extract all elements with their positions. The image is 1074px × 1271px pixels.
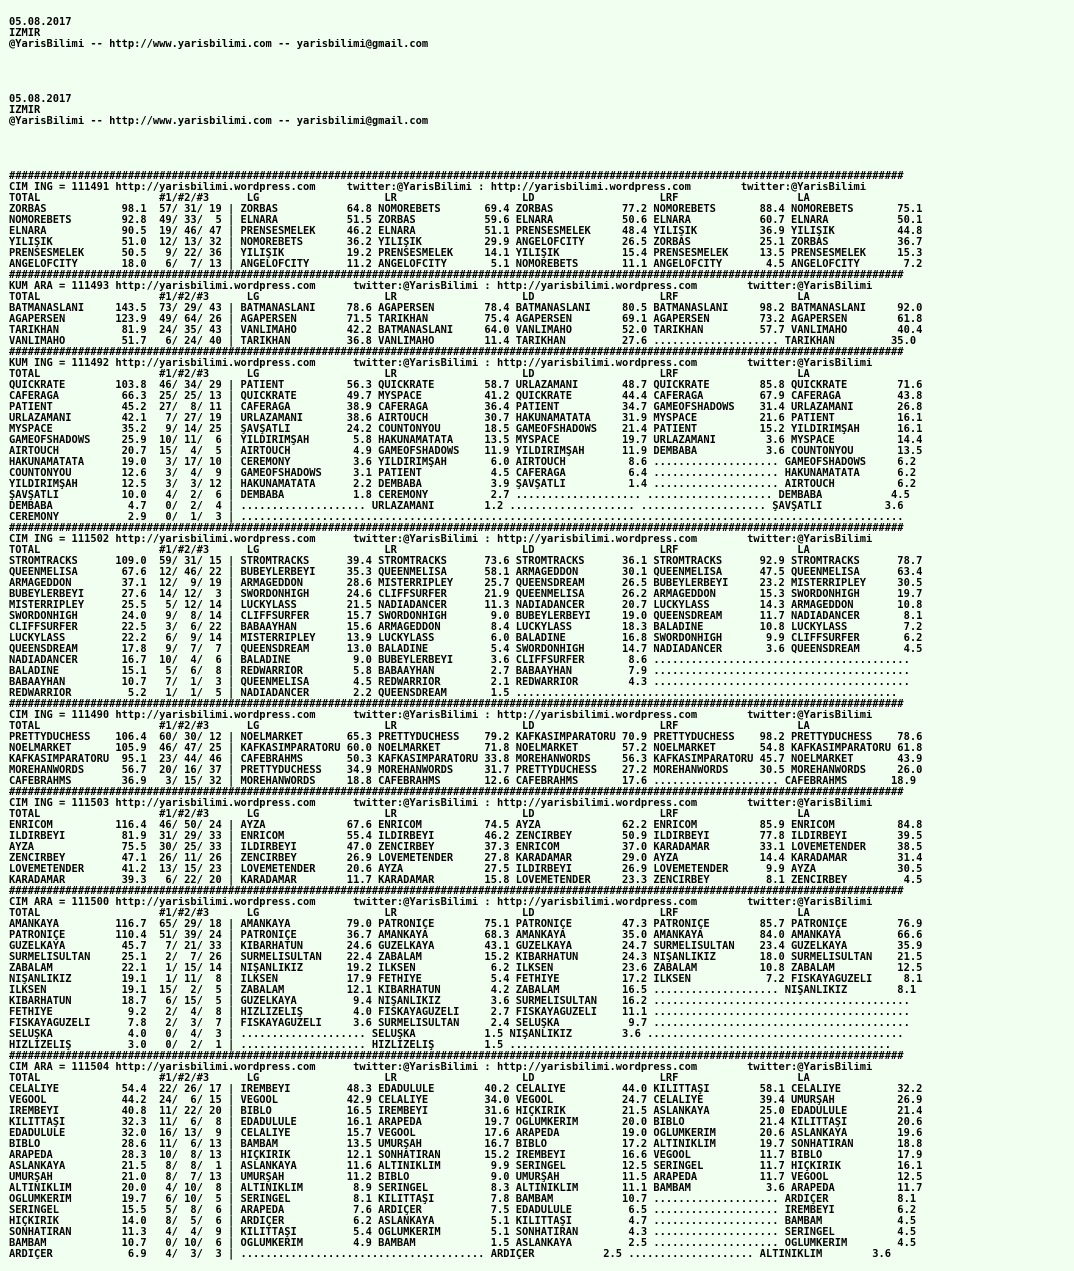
race-row: AGAPERSEN 123.9 49/ 64/ 26 | AGAPERSEN 71.5 TARIKHAN 75.4 AGAPERSEN 69.1 AGAPERSEN 73.2 AGAPERSEN 61.8 — [9, 314, 923, 325]
race-row: GÜZELKAYA 45.7 7/ 21/ 33 | KİBARHATUN 24.6 GÜZELKAYA 43.1 GÜZELKAYA 24.7 SÜRMELİSULTAN 23.4 GÜZELKAYA 35.9 — [9, 941, 923, 952]
race-row: NOMOREBETS 92.8 49/ 33/ 5 | ELNARA 51.5 ZORBAS 59.6 ELNARA 50.6 ELNARA 60.7 ELNARA 50.1 — [9, 215, 923, 226]
race-column-header: TOTAL #1/#2/#3 LG LR LD LRF LA — [9, 809, 810, 820]
race-row: HAKUNAMATATA 19.0 3/ 17/ 10 | CEREMONY 3.6 YILDIRIMŞAH 6.0 AIRTOUCH 8.6 .................... GAMEOFSHADOWS 6.2 — [9, 457, 917, 468]
race-row: CLIFFSURFER 22.5 3/ 6/ 22 | BABAAYHAN 15.6 ARMAGEDDON 8.4 LUCKYLASS 18.3 BALADINE 10.8 LUCKYLASS 7.2 — [9, 622, 923, 633]
race-row: PRETTYDUCHESS 106.4 60/ 30/ 12 | NOELMARKET 65.3 PRETTYDUCHESS 79.2 KAFKASİMPARATORU 70.9 PRETTYDUCHESS 98.2 PRETTYDUCHESS 78.6 — [9, 732, 923, 743]
race-row: ARAPEDA 28.3 10/ 8/ 13 | HIÇKIRIK 12.1 SONHATIRAN 15.2 İREMBEYİ 16.6 VEGOOL 11.7 BİBLO 17.9 — [9, 1150, 923, 1161]
report-city: IZMIR — [9, 105, 41, 116]
race-row: SÜRMELİSULTAN 25.1 2/ 7/ 26 | SÜRMELİSULTAN 22.4 ZABALAM 15.2 KİBARHATUN 24.3 NİŞANLIKIZ 18.0 SÜRMELİSULTAN 21.5 — [9, 952, 923, 963]
race-title: CIM ING = 111490 http://yarisbilimi.wordpress.com twitter:@YarisBilimi : http://yarisbilimi.wordpress.com twitter:@YarisBilimi — [9, 710, 873, 721]
race-row: SERİNGEL 15.5 5/ 8/ 6 | ARAPEDA 7.6 ARDIÇER 7.5 EDADÜLÜLE 6.5 .................... İREMBEYİ 6.2 — [9, 1205, 917, 1216]
race-row: LOVEMETENDER 41.2 13/ 15/ 23 | LOVEMETENDER 20.6 AYZA 27.5 ILDIRBEYI 26.9 LOVEMETENDER 9.9 AYZA 30.5 — [9, 864, 923, 875]
race-row: URLAZAMANI 42.1 7/ 27/ 19 | URLAZAMANI 38.6 AIRTOUCH 30.7 HAKUNAMATATA 31.9 MYSPACE 21.6 PATIENT 16.1 — [9, 413, 923, 424]
race-row: CAFEBRAHMS 36.9 3/ 15/ 32 | MOREHANWORDS 18.8 CAFEBRAHMS 12.6 CAFEBRAHMS 17.6 .................... CAFEBRAHMS 18.9 — [9, 776, 917, 787]
race-row: ASLANKAYA 21.5 8/ 8/ 1 | ASLANKAYA 11.6 ALTINİKLİM 9.9 SERİNGEL 12.5 SERİNGEL 11.7 HIÇKIRIK 16.1 — [9, 1161, 923, 1172]
race-row: ILDIRBEYI 81.9 31/ 29/ 33 | ENRICOM 55.4 ILDIRBEYI 46.2 ZENCİRBEY 50.9 ILDIRBEYI 77.8 ILDIRBEYI 39.5 — [9, 831, 923, 842]
race-column-header: TOTAL #1/#2/#3 LG LR LD LRF LA — [9, 721, 810, 732]
race-row: YILDIRIMŞAH 12.5 3/ 3/ 12 | HAKUNAMATATA 2.2 DEMBABA 3.9 ŞAVŞATLI 1.4 .................... AIRTOUCH 6.2 — [9, 479, 917, 490]
race-row: AMANKAYA 116.7 65/ 29/ 18 | AMANKAYA 79.0 PATRONİÇE 75.1 PATRONİÇE 47.3 PATRONİÇE 85.7 PATRONİÇE 76.9 — [9, 919, 923, 930]
race-row: KİLİTTAŞI 32.3 11/ 6/ 8 | EDADÜLÜLE 16.1 ARAPEDA 19.7 OGLUMKERİM 20.0 BİBLO 21.4 KİLİTTAŞI 20.6 — [9, 1117, 923, 1128]
separator-line: ############################################################################################################################################### — [9, 347, 904, 358]
race-block — [9, 270, 1074, 347]
race-row: VANLIMAHO 51.7 6/ 24/ 40 | TARIKHAN 36.8 VANLIMAHO 11.4 TARIKHAN 27.6 .................... TARIKHAN 35.0 — [9, 336, 917, 347]
race-block — [9, 1051, 1074, 1260]
report-date: 05.08.2017 — [9, 17, 72, 28]
race-row: BATMANASLANI 143.5 73/ 29/ 43 | BATMANASLANI 78.6 AGAPERSEN 78.4 BATMANASLANI 80.5 BATMANASLANI 98.2 BATMANASLANI 92.0 — [9, 303, 923, 314]
race-row: MISTERRIPLEY 25.5 5/ 12/ 14 | LUCKYLASS 21.5 NADIADANCER 11.3 NADIADANCER 20.7 LUCKYLASS 14.3 ARMAGEDDON 10.8 — [9, 600, 923, 611]
race-title: CIM ARA = 111500 http://yarisbilimi.wordpress.com twitter:@YarisBilimi : http://yarisbilimi.wordpress.com twitter:@YarisBilimi — [9, 897, 873, 908]
race-row: FETHİYE 9.2 2/ 4/ 8 | HIZLIZELİŞ 4.0 FİSKAYAGÜZELİ 2.7 FİSKAYAGÜZELİ 11.1 ......................................... — [9, 1007, 910, 1018]
race-row: NİŞANLIKIZ 19.1 1/ 11/ 8 | İLKSEN 17.9 FETHİYE 5.4 FETHİYE 17.2 İLKSEN 7.2 FİSKAYAGÜZELİ 8.1 — [9, 974, 923, 985]
race-row: PATRONİÇE 110.4 51/ 39/ 24 | PATRONİÇE 36.7 AMANKAYA 68.3 AMANKAYA 35.0 AMANKAYA 84.0 AMANKAYA 66.6 — [9, 930, 923, 941]
race-row: SONHATIRAN 11.3 4/ 4/ 9 | KİLİTTAŞI 5.4 OGLUMKERİM 5.1 SONHATIRAN 4.3 .................... SERİNGEL 4.5 — [9, 1227, 917, 1238]
report-city: IZMIR — [9, 28, 41, 39]
race-row: KARADAMAR 39.3 6/ 22/ 20 | KARADAMAR 11.7 KARADAMAR 15.8 LOVEMETENDER 23.3 ZENCİRBEY 8.1 ZENCİRBEY 4.5 — [9, 875, 923, 886]
race-row: İREMBEYİ 40.8 11/ 22/ 20 | BİBLO 16.5 İREMBEYİ 31.6 HIÇKIRIK 21.5 ASLANKAYA 25.0 EDADÜLÜLE 21.4 — [9, 1106, 923, 1117]
race-row: EDADÜLÜLE 32.0 16/ 13/ 9 | CELALİYE 15.7 VEGOOL 17.6 ARAPEDA 19.0 OGLUMKERİM 20.6 ASLANKAYA 19.6 — [9, 1128, 923, 1139]
report-header — [9, 17, 1074, 50]
separator-line: ############################################################################################################################################### — [9, 699, 904, 710]
report-contact: @YarisBilimi -- http://www.yarisbilimi.com -- yarisbilimi@gmail.com — [9, 39, 429, 50]
race-block — [9, 787, 1074, 886]
race-row: GAMEOFSHADOWS 25.9 10/ 11/ 6 | YILDIRIMŞAH 5.8 HAKUNAMATATA 13.5 MYSPACE 19.7 URLAZAMANI 3.6 MYSPACE 14.4 — [9, 435, 923, 446]
race-title: CIM ING = 111503 http://yarisbilimi.wordpress.com twitter:@YarisBilimi : http://yarisbilimi.wordpress.com twitter:@YarisBilimi — [9, 798, 873, 809]
race-column-header: TOTAL #1/#2/#3 LG LR LD LRF LA — [9, 193, 810, 204]
race-row: BİBLO 28.6 11/ 6/ 13 | BAMBAM 13.5 UMURŞAH 16.7 BİBLO 17.2 ALTINİKLİM 19.7 SONHATIRAN 18.8 — [9, 1139, 923, 1150]
race-row: ELNARA 90.5 19/ 46/ 47 | PRENSESMELEK 46.2 ELNARA 51.1 PRENSESMELEK 48.4 YILIŞIK 36.9 YILIŞIK 44.8 — [9, 226, 923, 237]
race-row: ŞAVŞATLI 10.0 4/ 2/ 6 | DEMBABA 1.8 CEREMONY 2.7 .................... .................... DEMBABA 4.5 — [9, 490, 910, 501]
race-row: MOREHANWORDS 56.7 20/ 16/ 37 | PRETTYDUCHESS 34.9 MOREHANWORDS 31.7 PRETTYDUCHESS 27.2 MOREHANWORDS 30.5 MOREHANWORDS 26.0 — [9, 765, 923, 776]
race-block — [9, 699, 1074, 787]
race-row: İLKSEN 19.1 15/ 2/ 5 | ZABALAM 12.1 KİBARHATUN 4.2 ZABALAM 16.5 .................... NİŞANLIKIZ 8.1 — [9, 985, 917, 996]
race-row: KİBARHATUN 18.7 6/ 15/ 5 | GÜZELKAYA 9.4 NİŞANLIKIZ 3.6 SÜRMELİSULTAN 16.2 ......................................... — [9, 996, 910, 1007]
race-row: CEREMONY 2.9 0/ 1/ 3 | .......................................................................................................... — [9, 512, 910, 523]
race-row: HIÇKIRIK 14.0 8/ 5/ 6 | ARDIÇER 6.2 ASLANKAYA 5.1 KİLİTTAŞI 4.7 .................... BAMBAM 4.5 — [9, 1216, 917, 1227]
race-row: BAMBAM 10.7 0/ 10/ 6 | OGLUMKERİM 4.9 BAMBAM 1.5 ASLANKAYA 2.5 .................... OGLUMKERİM 4.5 — [9, 1238, 917, 1249]
race-column-header: TOTAL #1/#2/#3 LG LR LD LRF LA — [9, 369, 810, 380]
race-row: ALTINİKLİM 20.0 4/ 10/ 8 | ALTINİKLİM 8.9 SERİNGEL 8.3 ALTINİKLİM 11.1 BAMBAM 3.6 ARAPEDA 11.7 — [9, 1183, 923, 1194]
race-title: CIM ING = 111502 http://yarisbilimi.wordpress.com twitter:@YarisBilimi : http://yarisbilimi.wordpress.com twitter:@YarisBilimi — [9, 534, 873, 545]
race-block — [9, 523, 1074, 699]
race-row: COUNTONYOU 12.6 3/ 4/ 9 | GAMEOFSHADOWS 3.1 PATIENT 4.5 CAFERAGA 6.4 .................... HAKUNAMATATA 6.2 — [9, 468, 917, 479]
race-column-header: TOTAL #1/#2/#3 LG LR LD LRF LA — [9, 292, 810, 303]
race-block — [9, 347, 1074, 523]
race-row: LUCKYLASS 22.2 6/ 9/ 14 | MISTERRIPLEY 13.9 LUCKYLASS 6.0 BALADINE 16.8 SWORDONHIGH 9.9 CLIFFSURFER 6.2 — [9, 633, 923, 644]
race-title: KUM ING = 111492 http://yarisbilimi.wordpress.com twitter:@YarisBilimi : http://yarisbilimi.wordpress.com twitter:@YarisBilimi — [9, 358, 873, 369]
race-row: SELUŞKA 4.0 0/ 4/ 3 | .................... SELUŞKA 1.5 NİŞANLIKIZ 3.6 ......................................... — [9, 1029, 904, 1040]
race-row: VEGOOL 44.2 24/ 6/ 15 | VEGOOL 42.9 CELALİYE 34.0 VEGOOL 24.7 CELALİYE 39.4 UMURŞAH 26.9 — [9, 1095, 923, 1106]
race-block — [9, 886, 1074, 1051]
race-row: FİSKAYAGÜZELİ 7.8 2/ 3/ 7 | FİSKAYAGÜZELİ 3.6 SÜRMELİSULTAN 2.4 SELUŞKA 9.7 ......................................... — [9, 1018, 910, 1029]
race-title: CIM ING = 111491 http://yarisbilimi.wordpress.com twitter:@YarisBilimi : http://yarisbilimi.wordpress.com twitter:@YarisBilimi — [9, 182, 867, 193]
race-block — [9, 171, 1074, 270]
race-list — [9, 171, 1074, 1260]
race-row: AIRTOUCH 20.7 15/ 4/ 5 | AIRTOUCH 4.9 GAMEOFSHADOWS 11.9 YILDIRIMŞAH 11.9 DEMBABA 3.6 COUNTONYOU 13.5 — [9, 446, 923, 457]
race-row: ENRICOM 116.4 46/ 50/ 24 | AYZA 67.6 ENRICOM 74.5 AYZA 62.2 ENRICOM 85.9 ENRICOM 84.8 — [9, 820, 923, 831]
race-title: KUM ARA = 111493 http://yarisbilimi.wordpress.com twitter:@YarisBilimi : http://yarisbilimi.wordpress.com twitter:@YarisBilimi — [9, 281, 873, 292]
race-row: CELALİYE 54.4 22/ 26/ 17 | İREMBEYİ 48.3 EDADÜLÜLE 40.2 CELALİYE 44.0 KİLİTTAŞI 58.1 CELALİYE 32.2 — [9, 1084, 923, 1095]
race-row: REDWARRIOR 5.2 1/ 1/ 5 | NADIADANCER 2.2 QUEENSDREAM 1.5 ............................................................. — [9, 688, 898, 699]
race-row: TARIKHAN 81.9 24/ 35/ 43 | VANLIMAHO 42.2 BATMANASLANI 64.0 VANLIMAHO 52.0 TARIKHAN 57.7 VANLIMAHO 40.4 — [9, 325, 923, 336]
race-row: BUBEYLERBEYİ 27.6 14/ 12/ 3 | SWORDONHIGH 24.6 CLIFFSURFER 21.9 QUEENMELISA 26.2 ARMAGEDDON 15.3 SWORDONHIGH 19.7 — [9, 589, 923, 600]
header-gap — [9, 138, 1074, 160]
separator-line: ############################################################################################################################################### — [9, 886, 904, 897]
separator-line: ############################################################################################################################################### — [9, 787, 904, 798]
race-row: HIZLIZELİŞ 3.0 0/ 2/ 1 | .................... HIZLIZELİŞ 1.5 ............................................................. — [9, 1040, 892, 1051]
race-row: CAFERAGA 66.3 25/ 25/ 13 | QUICKRATE 49.7 MYSPACE 41.2 QUICKRATE 44.4 CAFERAGA 67.9 CAFERAGA 43.8 — [9, 391, 923, 402]
race-title: CIM ARA = 111504 http://yarisbilimi.wordpress.com twitter:@YarisBilimi : http://yarisbilimi.wordpress.com twitter:@YarisBilimi — [9, 1062, 873, 1073]
race-row: UMURŞAH 21.0 8/ 7/ 13 | UMURŞAH 11.2 BİBLO 9.0 UMURŞAH 11.5 ARAPEDA 11.7 VEGOOL 12.5 — [9, 1172, 923, 1183]
race-row: AYZA 75.5 30/ 25/ 33 | ILDIRBEYI 47.0 ZENCİRBEY 37.3 ENRICOM 37.0 KARADAMAR 33.1 LOVEMETENDER 38.5 — [9, 842, 923, 853]
race-row: NOELMARKET 105.9 46/ 47/ 25 | KAFKASİMPARATORU 60.0 NOELMARKET 71.8 NOELMARKET 57.2 NOELMARKET 54.8 KAFKASİMPARATORU 61.8 — [9, 743, 923, 754]
separator-line: ############################################################################################################################################### — [9, 1051, 904, 1062]
race-column-header: TOTAL #1/#2/#3 LG LR LD LRF LA — [9, 545, 810, 556]
separator-line: ############################################################################################################################################### — [9, 523, 904, 534]
race-row: PATIENT 45.2 27/ 8/ 11 | CAFERAGA 38.9 CAFERAGA 36.4 PATIENT 34.7 GAMEOFSHADOWS 31.4 URLAZAMANI 26.8 — [9, 402, 923, 413]
race-row: KAFKASİMPARATORU 95.1 23/ 44/ 46 | CAFEBRAHMS 50.3 KAFKASİMPARATORU 33.8 MOREHANWORDS 56.3 KAFKASİMPARATORU 45.7 NOELMARKET 43.9 — [9, 754, 923, 765]
race-row: SWORDONHIGH 24.0 9/ 8/ 14 | CLIFFSURFER 15.7 SWORDONHIGH 9.0 BUBEYLERBEYİ 19.0 QUEENSDREAM 11.7 NADIADANCER 8.1 — [9, 611, 923, 622]
race-row: STROMTRACKS 109.0 59/ 31/ 15 | STROMTRACKS 39.4 STROMTRACKS 73.6 STROMTRACKS 36.1 STROMTRACKS 92.9 STROMTRACKS 78.7 — [9, 556, 923, 567]
race-row: NADIADANCER 16.7 10/ 4/ 6 | BALADINE 9.0 BUBEYLERBEYİ 3.6 CLIFFSURFER 8.6 ......................................... — [9, 655, 910, 666]
race-row: QUICKRATE 103.8 46/ 34/ 29 | PATIENT 56.3 QUICKRATE 58.7 URLAZAMANI 48.7 QUICKRATE 85.8 QUICKRATE 71.6 — [9, 380, 923, 391]
race-row: OGLUMKERİM 19.7 6/ 10/ 5 | SERİNGEL 8.1 KİLİTTAŞI 7.8 BAMBAM 10.7 .................... ARDIÇER 8.1 — [9, 1194, 917, 1205]
race-row: ZABALAM 22.1 1/ 15/ 14 | NİŞANLIKIZ 19.2 İLKSEN 6.2 İLKSEN 23.6 ZABALAM 10.8 ZABALAM 12.5 — [9, 963, 923, 974]
race-row: PRENSESMELEK 50.5 9/ 22/ 36 | YILIŞIK 19.2 PRENSESMELEK 14.1 YILIŞIK 15.4 PRENSESMELEK 13.5 PRENSESMELEK 15.3 — [9, 248, 923, 259]
race-row: BABAAYHAN 10.7 7/ 1/ 3 | QUEENMELISA 4.5 REDWARRIOR 2.1 REDWARRIOR 4.3 ......................................... — [9, 677, 910, 688]
race-row: MYSPACE 35.2 9/ 14/ 25 | ŞAVŞATLI 24.2 COUNTONYOU 18.5 GAMEOFSHADOWS 21.4 PATIENT 15.2 YILDIRIMŞAH 16.1 — [9, 424, 923, 435]
separator-line: ############################################################################################################################################### — [9, 171, 904, 182]
report-header-repeat — [9, 94, 1074, 127]
race-row: DEMBABA 4.7 0/ 2/ 4 | .................... URLAZAMANI 1.2 .................... .................... ŞAVŞATLI 3.6 — [9, 501, 904, 512]
report-date: 05.08.2017 — [9, 94, 72, 105]
separator-line: ############################################################################################################################################### — [9, 270, 904, 281]
header-gap — [9, 61, 1074, 83]
race-row: ZORBAS 98.1 57/ 31/ 19 | ZORBAS 64.8 NOMOREBETS 69.4 ZORBAS 77.2 NOMOREBETS 88.4 NOMOREBETS 75.1 — [9, 204, 923, 215]
race-column-header: TOTAL #1/#2/#3 LG LR LD LRF LA — [9, 908, 810, 919]
race-column-header: TOTAL #1/#2/#3 LG LR LD LRF LA — [9, 1073, 810, 1084]
report-contact: @YarisBilimi -- http://www.yarisbilimi.com -- yarisbilimi@gmail.com — [9, 116, 429, 127]
race-row: ZENCİRBEY 47.1 26/ 11/ 26 | ZENCİRBEY 26.9 LOVEMETENDER 27.8 KARADAMAR 29.0 AYZA 14.4 KARADAMAR 31.4 — [9, 853, 923, 864]
race-row: QUEENMELISA 67.6 12/ 46/ 22 | BUBEYLERBEYİ 35.3 QUEENMELISA 58.1 ARMAGEDDON 30.1 QUEENMELISA 47.5 QUEENMELISA 63.4 — [9, 567, 923, 578]
race-row: QUEENSDREAM 17.8 9/ 7/ 7 | QUEENSDREAM 13.0 BALADINE 5.4 SWORDONHIGH 14.7 NADIADANCER 3.6 QUEENSDREAM 4.5 — [9, 644, 923, 655]
race-row: ARDIÇER 6.9 4/ 3/ 3 | ....................................... ARDIÇER 2.5 .................... ALTINİKLİM 3.6 — [9, 1249, 892, 1260]
race-row: ANGELOFCITY 18.0 6/ 7/ 13 | ANGELOFCITY 11.2 ANGELOFCITY 5.1 NOMOREBETS 11.1 ANGELOFCITY 4.5 ANGELOFCITY 7.2 — [9, 259, 923, 270]
race-row: ARMAGEDDON 37.1 12/ 9/ 19 | ARMAGEDDON 28.6 MISTERRIPLEY 25.7 QUEENSDREAM 26.5 BUBEYLERBEYİ 23.2 MISTERRIPLEY 30.5 — [9, 578, 923, 589]
race-row: YILIŞIK 51.0 12/ 13/ 32 | NOMOREBETS 36.2 YILIŞIK 29.9 ANGELOFCITY 26.5 ZORBAS 25.1 ZORBAS 36.7 — [9, 237, 923, 248]
race-row: BALADINE 15.1 5/ 6/ 8 | REDWARRIOR 5.8 BABAAYHAN 2.7 BABAAYHAN 7.9 ......................................... — [9, 666, 910, 677]
